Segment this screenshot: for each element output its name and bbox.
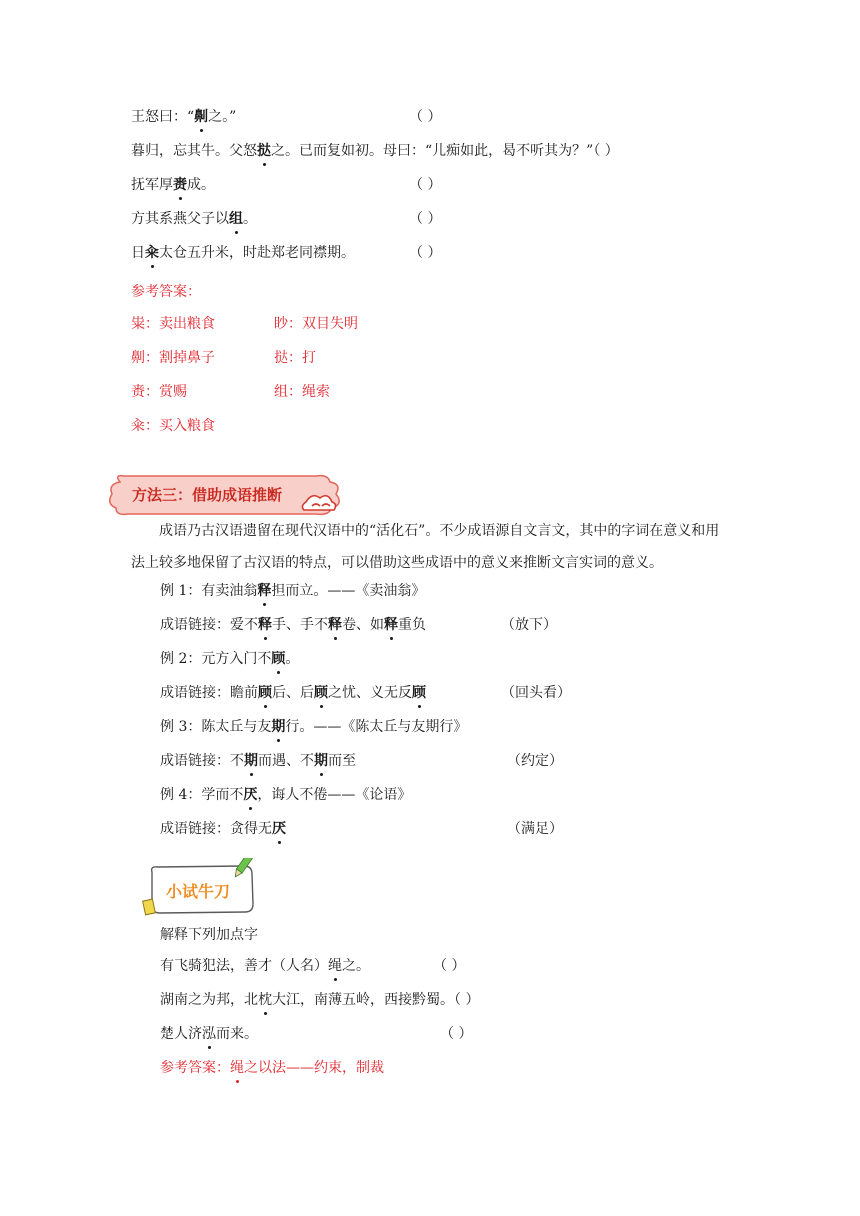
answer-blank: （ ） — [454, 992, 480, 1008]
answer-term: 粜：卖出粮食 — [131, 316, 215, 332]
dotted-char: 赉 — [173, 177, 187, 193]
answer-label: 参考答案： — [131, 284, 201, 300]
dotted-char: 顾 — [258, 685, 272, 701]
example-3: 例 3：陈太丘与友期行。——《陈太丘与友期行》 — [160, 719, 468, 735]
answer-blank: （ ） — [409, 211, 442, 227]
dotted-char: 籴 — [145, 245, 159, 261]
example-1: 例 1：有卖油翁释担而立。——《卖油翁》 — [160, 583, 426, 599]
idiom-link-2: 成语链接：瞻前顾后、后顾之忧、义无反顾 — [160, 685, 426, 701]
dotted-char: 释 — [257, 583, 272, 599]
answer-blank: （ ） — [409, 109, 442, 125]
dotted-char: 期 — [314, 753, 328, 769]
dotted-char: 劓 — [194, 109, 209, 125]
practice-tag — [142, 858, 262, 918]
answer-blank: （ ） — [433, 958, 466, 974]
answer-term: 组：绳索 — [274, 384, 330, 400]
meaning: （回头看） — [501, 685, 571, 701]
example-4: 例 4：学而不厌，诲人不倦——《论语》 — [160, 787, 412, 803]
dotted-char: 组 — [229, 211, 243, 227]
dotted-char: 枕 — [258, 992, 272, 1008]
practice-item-1: 有飞骑犯法，善才（人名）绳之。 — [160, 958, 370, 974]
exercise-line-4: 方其系燕父子以组。 — [131, 211, 257, 227]
answer-blank: （ ） — [593, 143, 619, 159]
answer-blank: （ ） — [440, 1026, 473, 1042]
exercise-line-1: 王怒曰：“劓之。” — [131, 109, 237, 125]
dotted-char: 绳 — [328, 958, 342, 974]
answer-term: 劓：割掉鼻子 — [131, 350, 215, 366]
meaning: （满足） — [507, 821, 563, 837]
method-intro: 成语乃古汉语遗留在现代汉语中的“活化石”。不少成语源自文言文，其中的字词在意义和用法上较多地保留了古汉语的特点，可以借助这些成语中的意义来推断文言实词的意义。 — [131, 523, 720, 571]
practice-instruction: 解释下列加点字 — [160, 927, 258, 943]
answer-blank: （ ） — [409, 177, 442, 193]
idiom-link-1: 成语链接：爱不释手、手不释卷、如释重负 — [160, 617, 426, 633]
answer-term: 挞：打 — [274, 350, 316, 366]
dotted-char: 期 — [271, 719, 286, 735]
dotted-char: 顾 — [412, 685, 426, 701]
dotted-char: 释 — [258, 617, 272, 633]
exercise-line-5: 日籴太仓五升米，时赴郑老同襟期。 — [131, 245, 355, 261]
dotted-char: 泓 — [202, 1026, 216, 1042]
exercise-line-2: 暮归，忘其牛。父怒挞之。已而复如初。母曰：“儿痴如此，曷不听其为？”（ ） — [131, 143, 619, 159]
answer-term: 赉：赏赐 — [131, 384, 187, 400]
answer-blank: （ ） — [409, 245, 442, 261]
example-2: 例 2：元方入门不顾。 — [160, 651, 300, 667]
dotted-char: 释 — [328, 617, 342, 633]
exercise-line-3: 抚军厚赉成。 — [131, 177, 215, 193]
idiom-link-3: 成语链接：不期而遇、不期而至 — [160, 753, 356, 769]
idiom-link-4: 成语链接：贪得无厌 — [160, 821, 286, 837]
dotted-char: 厌 — [272, 821, 286, 837]
practice-answer: 参考答案：绳之以法——约束，制裁 — [160, 1060, 384, 1076]
dotted-char: 顾 — [314, 685, 328, 701]
meaning: （放下） — [501, 617, 557, 633]
method-banner — [106, 472, 344, 518]
dotted-char: 期 — [244, 753, 258, 769]
dotted-char: 释 — [384, 617, 398, 633]
practice-item-2: 湖南之为邦，北枕大江，南薄五岭，西接黔蜀。（ ） — [160, 992, 480, 1008]
answer-term: 籴：买入粮食 — [131, 418, 215, 434]
practice-item-3: 楚人济泓而来。 — [160, 1026, 258, 1042]
dotted-char: 绳 — [230, 1060, 244, 1076]
meaning: （约定） — [507, 753, 563, 769]
dotted-char: 厌 — [243, 787, 258, 803]
answer-term: 眇：双目失明 — [274, 316, 358, 332]
practice-tag-label: 小试牛刀 — [166, 882, 231, 901]
dotted-char: 顾 — [271, 651, 286, 667]
method-title: 方法三：借助成语推断 — [132, 486, 283, 504]
dotted-char: 挞 — [257, 143, 271, 159]
